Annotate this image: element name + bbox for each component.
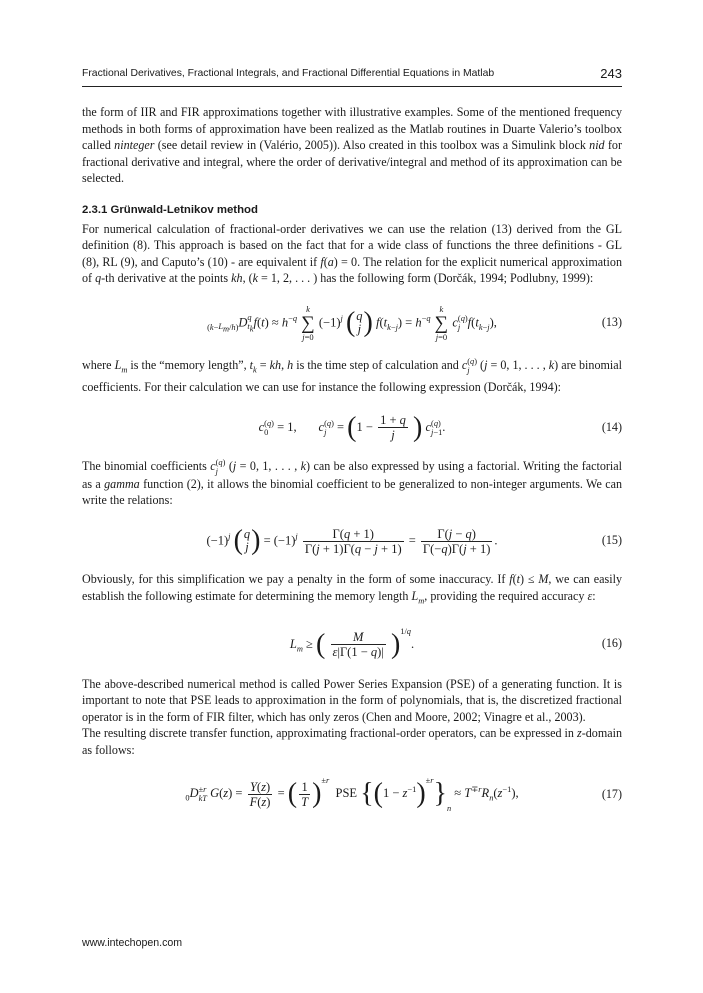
running-header — [82, 68, 622, 79]
equation-number-16: (16) — [601, 635, 622, 650]
equation-17: $_0$D ±r kT G(z) = $\frac{Y(z)}{F(z)}$ = ( $\frac{1}{T}$ )$^{\pm r}$ PSE $\{(1 - z^{-1})^{\pm r}\}_n \approx T^{\mp r}R_n(z^{-1})$, (17) — [82, 770, 622, 818]
equation-number-17: (17) — [601, 786, 622, 801]
paragraph-gamma: The binomial coefficients c (q) j (j = 0, 1, . . . , k) can be also expressed by using a factorial. Writing the factorial as a gamma function (2), it allows the binomial coefficient to be generalized to non-integer arguments. We can write the relations: — [82, 457, 622, 508]
equation-14: c (q) 0 = 1, c (q) j = (1 − $\frac{1 + q}{j}$ ) c (q) j−1 . (14) — [82, 407, 622, 447]
paragraph-gl: For numerical calculation of fractional-order derivatives we can use the relation (13) derived from the GL definition (8). This approach is based on the fact that for a wide class of functions the three definitions - GL (8), RL (9), and Caputo’s (10) - are equivalent if f(a) = 0. The relation for the explicit numerical approximation of q-th derivative at the points kh, (k = 1, 2, . . . ) has the following form (Dorčák, 1994; Podlubny, 1999): — [82, 221, 622, 286]
page-number: 243 — [600, 66, 622, 81]
running-title: Fractional Derivatives, Fractional Integrals, and Fractional Differential Equations in Matlab — [82, 68, 495, 79]
paragraph-transfer: The resulting discrete transfer function, approximating fractional-order operators, can be expressed in z-domain as follows: — [82, 726, 623, 757]
equation-15: $(-1)^j$ ( q j ) = $(-1)^j$ $\frac{\Gamma(q + 1)}{\Gamma(j + 1)\Gamma(q - j + 1)}$ = $\frac{\Gamma(j - q)}{\Gamma(-q)\Gamma(j + 1)}$ . (15) — [82, 520, 622, 560]
equation-number-15: (15) — [601, 532, 622, 547]
equation-16: $L_m$ ≥ ( $\frac{M}{\varepsilon|\Gamma(1 - q)|}$ )$^{1/q}$. (16) — [82, 621, 622, 665]
equation-number-14: (14) — [601, 419, 622, 434]
page-body — [82, 104, 622, 829]
section-title: 2.3.1 Grünwald-Letnikov method — [82, 203, 258, 216]
footer-url: www.intechopen.com — [82, 937, 183, 949]
equation-13: $_{(k-L_m/h)}$D q $t_k$ $f(t) \approx h^{-q}$ k ∑ j=0 $(-1)^j$ ( q j ) $f(t_{k-j}) = h^{-q}$ k ∑ j=0 c (q) j $f(t_{k-j})$, (13) — [82, 298, 622, 346]
header-rule — [82, 86, 622, 87]
paragraph-memory-length: where $L_m$ is the “memory length”, $t_k$ = kh, h is the time step of calculation and c (q) j (j = 0, 1, . . . , k) are binomial coefficients. For their calculation we can use for instance the following expression (Dorčák, 1994): — [82, 357, 622, 394]
paragraph-pse: The above-described numerical method is called Power Series Expansion (PSE) of a generating function. It is important to note that PSE leads to approximation in the form of polynomials, that is, the discretized fractional operator is in the form of FIR filter, which has only zeros (Chen and Moore, 2002; Vinagre et al., 2003). — [82, 676, 622, 724]
paragraph-accuracy: Obviously, for this simplification we pay a penalty in the form of some inaccuracy. If f(t) ≤ M, we can easily establish the following estimate for determining the memory length $L_m$, providing the required accuracy ε: — [82, 571, 623, 605]
equation-number-13: (13) — [601, 314, 622, 329]
paragraph-intro: the form of IIR and FIR approximations together with illustrative examples. Some of the mentioned frequency methods in both forms of approximation have been realized as the Matlab routines in Duarte Valerio’s toolbox called ninteger (see detail review in (Valério, 2005)). Also created in this toolbox was a Simulink block nid for fractional derivative and integral, where the order of derivative/integral and method of its approximation can be selected. — [82, 105, 622, 186]
